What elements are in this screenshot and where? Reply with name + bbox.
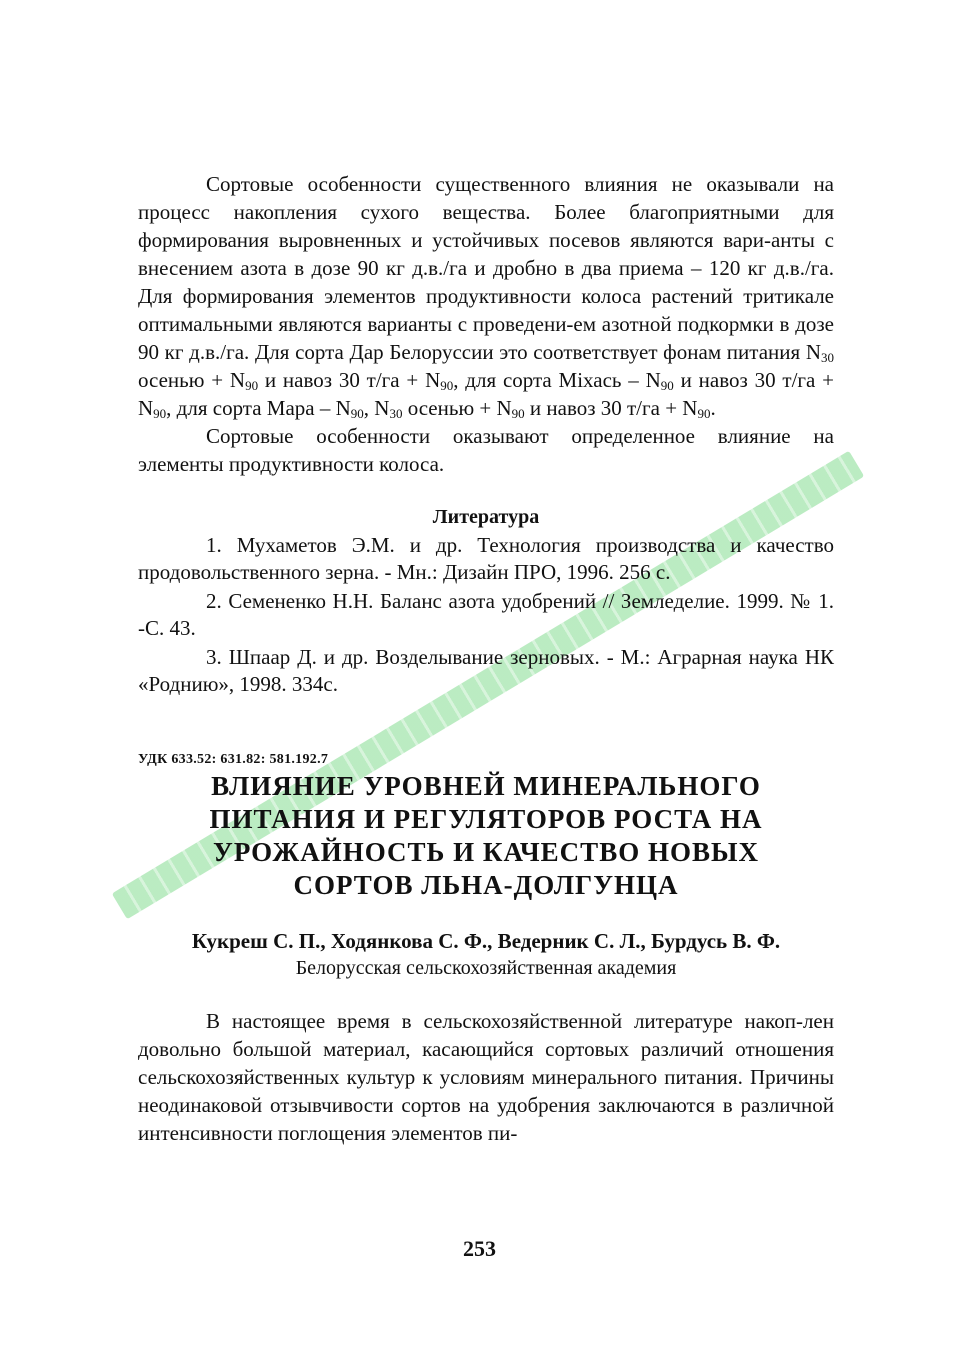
affiliation: Белорусская сельскохозяйственная академия	[295, 957, 677, 979]
udk-code: УДК 633.52: 631.82: 581.192.7	[138, 752, 329, 767]
article-title-line: ВЛИЯНИЕ УРОВНЕЙ МИНЕРАЛЬНОГО	[211, 771, 761, 801]
reference-item: 1. Мухаметов Э.М. и др. Технология производства и качество продовольственного зерна. - Мн.: Дизайн ПРО, 1996. 256 с.	[138, 533, 834, 584]
intro-paragraph-2: Сортовые особенности оказывают определенное влияние на элементы продуктивности колоса.	[138, 424, 834, 476]
intro-paragraph-1: Сортовые особенности существенного влияния не оказывали на процесс накопления сухого вещества. Более благоприятными для формирования выровненных и устойчивых посевов являются вари-анты с внесением азота в дозе 90 кг д.в./га и дробно в два приема – 120 кг д.в./га. Для формирования элементов продуктивности колоса растений тритикале оптимальными являются варианты с проведени-ем азотной подкормки в дозе 90 кг д.в./га. Для сорта Дар Белоруссии это соответствует фонам питания $N_{30}$ осенью + $N_{90}$ и навоз 30 $т/га + N_{90}$, для сорта Міхась – $N_{90}$ и навоз 30 $т/га + N_{90}$, для сорта Мара – $N_{90}$, $N_{30}$ осенью + $N_{90}$ и навоз 30 $т/га + N_{90}$.	[138, 172, 835, 421]
reference-item: 2. Семененко Н.Н. Баланс азота удобрений // Земледелие. 1999. № 1. -С. 43.	[138, 589, 834, 640]
article-title-line: УРОЖАЙНОСТЬ И КАЧЕСТВО НОВЫХ	[213, 837, 759, 867]
article-body-paragraph: В настоящее время в сельскохозяйственной литературе накоп-лен довольно большой материал, касающийся сортовых различий отношения сельскохозяйственных культур к условиям минерального питания. Причины неодинаковой отзывчивости сортов на удобрения заключаются в различной интенсивности поглощения элементов пи-	[138, 1009, 834, 1145]
literature-heading: Литература	[432, 506, 540, 528]
page-number: 253	[463, 1236, 496, 1261]
reference-item: 3. Шпаар Д. и др. Возделывание зерновых. - М.: Аграрная наука НК «Роднию», 1998. 334с.	[138, 645, 834, 696]
authors: Кукреш С. П., Ходянкова С. Ф., Ведерник С. Л., Бурдусь В. Ф.	[191, 929, 781, 953]
page-content	[138, 170, 834, 1147]
article-title-line: ПИТАНИЯ И РЕГУЛЯТОРОВ РОСТА НА	[209, 804, 763, 834]
article-title-line: СОРТОВ ЛЬНА-ДОЛГУНЦА	[293, 870, 679, 900]
